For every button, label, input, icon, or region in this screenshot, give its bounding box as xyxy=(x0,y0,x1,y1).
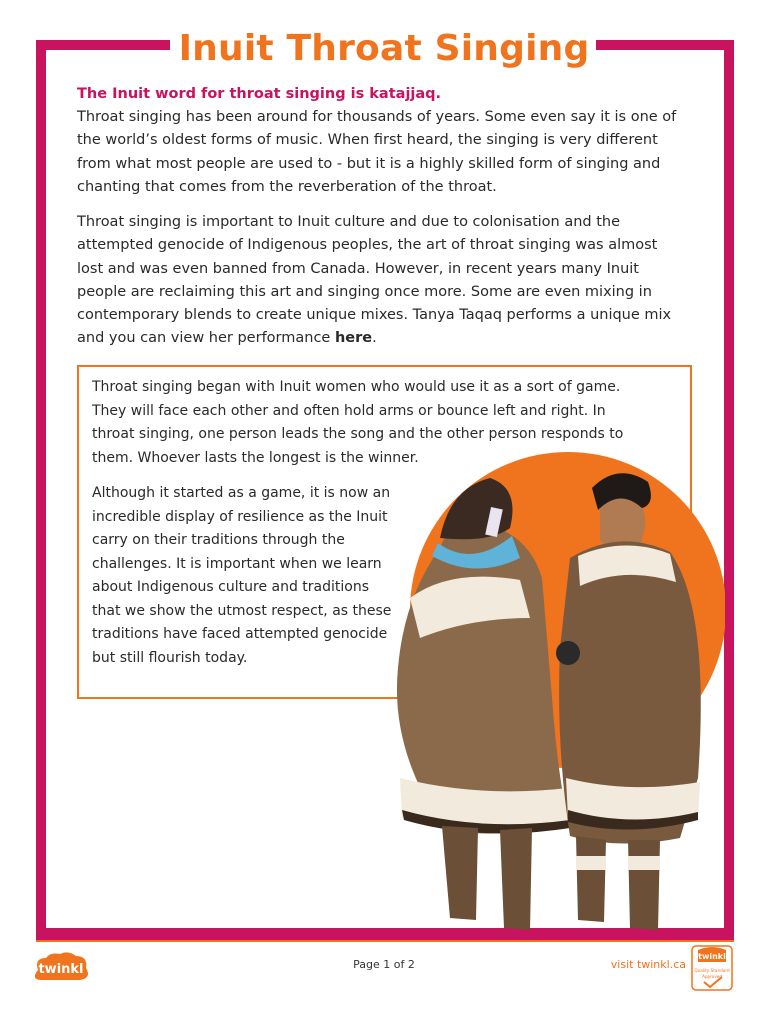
paragraph-history: Throat singing has been around for thousands of years. Some even say it is one of the world’s oldest forms of music. When first heard, the singing is very different from what most people are used to - but it is a highly skilled form of singing and chanting that comes from the reverberation of the throat. xyxy=(77,109,677,195)
svg-text:Quality Standard: Quality Standard xyxy=(694,968,730,973)
box-paragraph-origin: Throat singing began with Inuit women who would use it as a sort of game. They will face each other and often hold arms or bounce left and right. In throat singing, one person leads the song and the other person responds to them. Whoever lasts the longest is the winner. xyxy=(92,379,624,466)
box-paragraph-resilience: Although it started as a game, it is now an incredible display of resilience as the Inuit carry on their traditions through the challenges. It is important when we learn about Indigenous culture and traditions that we show the utmost respect, as these traditions have faced attempted genocide but still flourish today. xyxy=(92,485,392,666)
paragraph-culture: Throat singing is important to Inuit culture and due to colonisation and the attempted genocide of Indigenous peoples, the art of throat singing was almost lost and was even banned from Canada. However, in recent years many Inuit people are reclaiming this art and singing once more. Some are even mixing in contemporary blends to create unique mixes. Tanya Taqaq performs a unique mix and you can view her performance here. xyxy=(77,214,672,347)
intro-heading: The Inuit word for throat singing is katajjaq. xyxy=(77,86,442,102)
throat-singers-illustration xyxy=(380,448,725,940)
performance-link[interactable]: here xyxy=(334,330,373,347)
page-number: Page 1 of 2 xyxy=(353,958,415,971)
quality-badge-icon xyxy=(690,944,734,992)
svg-text:twinkl: twinkl xyxy=(38,962,84,977)
svg-text:Approved: Approved xyxy=(701,974,723,979)
page-title: Inuit Throat Singing xyxy=(178,28,590,69)
footer-divider xyxy=(36,940,734,942)
visit-link[interactable]: visit twinkl.ca xyxy=(610,958,686,971)
paragraph-culture-text: Throat singing is important to Inuit culture and due to colonisation and the attempted genocide of Indigenous peoples, the art of throat singing was almost lost and was even banned from Canada. However, in recent years many Inuit people are reclaiming this art and singing once more. Some are even mixing in contemporary blends to create unique mixes. Tanya Taqaq performs a unique mix and you can view her performance xyxy=(77,214,672,347)
svg-text:twinkl: twinkl xyxy=(698,952,726,961)
